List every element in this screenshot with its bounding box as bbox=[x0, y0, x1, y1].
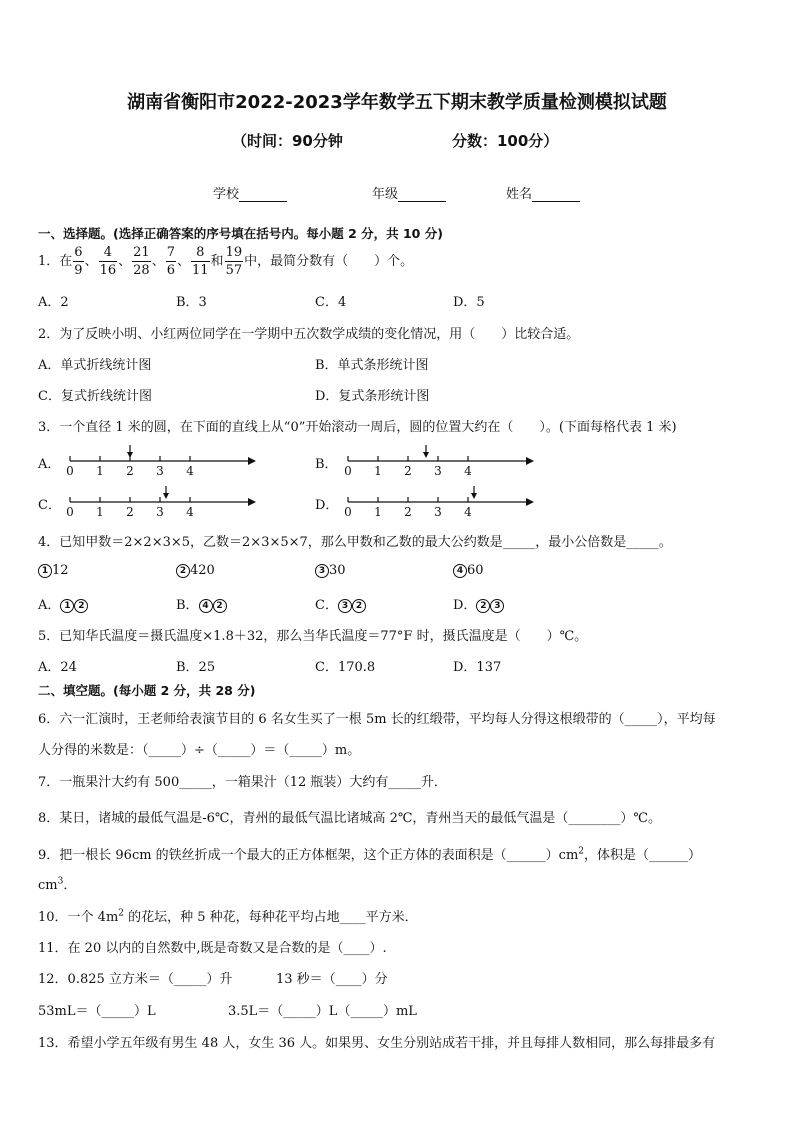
q2-option-a[interactable]: A．单式折线统计图 bbox=[38, 358, 152, 373]
circled-number: 2 bbox=[352, 599, 366, 613]
separator: 、 bbox=[118, 254, 132, 269]
grade-field bbox=[372, 183, 446, 202]
q5-option-d[interactable]: D．137 bbox=[453, 660, 502, 675]
tick-label: 1 bbox=[374, 464, 382, 478]
denominator: 28 bbox=[133, 263, 150, 278]
axis-arrowhead bbox=[526, 498, 534, 506]
circled-number: 3 bbox=[315, 564, 329, 578]
name-blank[interactable] bbox=[532, 187, 580, 202]
tick-label: 1 bbox=[374, 505, 382, 519]
q4-choice-3 bbox=[315, 563, 346, 578]
name-field bbox=[506, 183, 580, 202]
q4-choice-4 bbox=[453, 563, 484, 578]
fraction bbox=[191, 246, 210, 277]
circled-number: 3 bbox=[338, 599, 352, 613]
circled-number: 2 bbox=[176, 564, 190, 578]
q1-option-d[interactable]: D．5 bbox=[453, 295, 485, 310]
tick-label: 2 bbox=[126, 464, 134, 478]
axis-arrowhead bbox=[526, 457, 534, 465]
q4-choice-2 bbox=[176, 563, 215, 578]
school-blank[interactable] bbox=[239, 187, 287, 202]
page-title: 湖南省衡阳市2022-2023学年数学五下期末教学质量检测模拟试题 bbox=[127, 92, 667, 113]
denominator: 57 bbox=[225, 263, 243, 278]
section-fill-title: 二、填空题。(每小题 2 分，共 28 分) bbox=[38, 683, 256, 698]
q9-unit: cm bbox=[38, 878, 58, 893]
tick-label: 0 bbox=[66, 464, 74, 478]
circled-number: 2 bbox=[476, 599, 490, 613]
circled-number: 1 bbox=[60, 599, 74, 613]
number-line-d bbox=[338, 483, 538, 519]
q3-option-b-label[interactable]: B． bbox=[315, 457, 338, 472]
q5-option-b[interactable]: B．25 bbox=[176, 660, 216, 675]
denominator: 11 bbox=[192, 263, 209, 278]
q9-text-2: ，体积是（______） bbox=[584, 848, 702, 863]
question-9-line-2 bbox=[38, 874, 76, 893]
numerator: 21 bbox=[133, 245, 150, 260]
position-arrowhead bbox=[163, 493, 169, 499]
circled-number: 2 bbox=[213, 599, 227, 613]
q4-choice-1 bbox=[38, 563, 69, 578]
tick-label: 3 bbox=[156, 464, 164, 478]
q4-option-c[interactable] bbox=[315, 594, 366, 613]
q1-option-b[interactable]: B．3 bbox=[176, 295, 207, 310]
section-choice-title: 一、选择题。(选择正确答案的序号填在括号内。每小题 2 分，共 10 分) bbox=[38, 226, 443, 241]
tick-label: 2 bbox=[126, 505, 134, 519]
school-label: 学校 bbox=[213, 187, 240, 202]
question-11: 11．在 20 以内的自然数中,既是奇数又是合数的是（____）. bbox=[38, 941, 387, 956]
question-13: 13．希望小学五年级有男生 48 人，女生 36 人。如果男、女生分别站成若干排，并且每排人数相同，那么每排最多有 bbox=[38, 1036, 716, 1051]
grade-label: 年级 bbox=[372, 187, 399, 202]
tick-label: 2 bbox=[404, 464, 412, 478]
question-12-part-2: 13 秒＝（____）分 bbox=[276, 972, 388, 987]
numerator: 4 bbox=[103, 245, 112, 260]
q5-option-a[interactable]: A．24 bbox=[38, 660, 77, 675]
tick-label: 0 bbox=[344, 505, 352, 519]
choice-value: 420 bbox=[190, 563, 215, 578]
q2-option-b[interactable]: B．单式条形统计图 bbox=[315, 358, 429, 373]
tick-label: 3 bbox=[434, 505, 442, 519]
numerator: 8 bbox=[196, 245, 205, 260]
q1-option-a[interactable]: A．2 bbox=[38, 295, 69, 310]
circled-number: 4 bbox=[453, 564, 467, 578]
tick-label: 1 bbox=[96, 464, 104, 478]
question-3: 3．一个直径 1 米的圆，在下面的直线上从“0”开始滚动一周后，圆的位置大约在（ ）。(下面每格代表 1 米) bbox=[38, 420, 677, 435]
tick-label: 3 bbox=[156, 505, 164, 519]
tick-label: 2 bbox=[404, 505, 412, 519]
fraction bbox=[99, 246, 118, 277]
denominator: 6 bbox=[166, 263, 175, 278]
q9-text: 9．把一根长 96cm 的铁丝折成一个最大的正方体框架，这个正方体的表面积是（______）cm bbox=[38, 848, 579, 863]
q2-option-d[interactable]: D．复式条形统计图 bbox=[315, 389, 430, 404]
exam-time: （时间：90分钟 bbox=[232, 132, 343, 150]
tick-label: 4 bbox=[464, 505, 472, 519]
question-4: 4．已知甲数＝2×2×3×5，乙数＝2×3×5×7，那么甲数和乙数的最大公约数是_____，最小公倍数是_____。 bbox=[38, 535, 672, 550]
circled-number: 1 bbox=[38, 564, 52, 578]
option-letter: B． bbox=[176, 598, 199, 613]
q5-option-c[interactable]: C．170.8 bbox=[315, 660, 376, 675]
circled-number: 2 bbox=[74, 599, 88, 613]
separator: 、 bbox=[151, 254, 165, 269]
tick-label: 3 bbox=[434, 464, 442, 478]
fraction bbox=[73, 246, 83, 277]
exam-score: 分数：100分） bbox=[452, 132, 559, 150]
fraction bbox=[166, 246, 176, 277]
tick-label: 4 bbox=[186, 505, 194, 519]
school-field bbox=[213, 183, 287, 202]
question-12-part-1: 12．0.825 立方米＝（_____）升 bbox=[38, 972, 233, 987]
separator: 、 bbox=[176, 254, 190, 269]
question-6-line-1: 6．六一汇演时，王老师给表演节目的 6 名女生买了一根 5m 长的红缎带，平均每人分得这根缎带的（_____），平均每 bbox=[38, 712, 716, 727]
question-6-line-2: 人分得的米数是：（_____）÷（_____）＝（_____）m。 bbox=[38, 743, 361, 758]
q1-tail: 中，最简分数有（ ）个。 bbox=[244, 254, 414, 269]
circled-number: 4 bbox=[199, 599, 213, 613]
q1-num: 1．在 bbox=[38, 254, 73, 269]
separator: 、 bbox=[84, 254, 98, 269]
question-5: 5．已知华氏温度＝摄氏温度×1.8＋32，那么当华氏温度＝77°F 时，摄氏温度是（ ）℃。 bbox=[38, 629, 588, 644]
number-line-b bbox=[338, 442, 538, 478]
question-7: 7．一瓶果汁大约有 500_____，一箱果汁（12 瓶装）大约有_____升． bbox=[38, 775, 447, 790]
question-1 bbox=[38, 246, 413, 277]
question-8: 8．某日，诸城的最低气温是-6℃，青州的最低气温比诸城高 2℃，青州当天的最低气温是（________）℃。 bbox=[38, 811, 661, 826]
option-letter: A． bbox=[38, 598, 61, 613]
fraction bbox=[225, 246, 244, 277]
tick-label: 4 bbox=[464, 464, 472, 478]
numerator: 6 bbox=[74, 245, 83, 260]
q3-option-d-label[interactable]: D． bbox=[315, 498, 339, 513]
number-line-c bbox=[60, 483, 260, 519]
position-arrowhead bbox=[471, 493, 477, 499]
question-12-part-4: 3.5L＝（_____）L（_____）mL bbox=[228, 1004, 417, 1019]
q9-tail: ． bbox=[63, 878, 77, 893]
tick-label: 0 bbox=[344, 464, 352, 478]
q3-option-c-label[interactable]: C． bbox=[38, 498, 61, 513]
q2-option-c[interactable]: C．复式折线统计图 bbox=[38, 389, 152, 404]
q3-option-a-label[interactable]: A． bbox=[38, 457, 61, 472]
tick-label: 1 bbox=[96, 505, 104, 519]
denominator: 16 bbox=[99, 263, 117, 278]
question-10 bbox=[38, 906, 418, 925]
question-2: 2．为了反映小明、小红两位同学在一学期中五次数学成绩的变化情况，用（ ）比较合适。 bbox=[38, 327, 580, 342]
q10-text-2: 的花坛，种 5 种花，每种花平均占地____平方米． bbox=[124, 910, 418, 925]
q4-option-a[interactable] bbox=[38, 594, 88, 613]
option-letter: C． bbox=[315, 598, 338, 613]
q9-sup: 2 bbox=[578, 846, 585, 857]
question-12-part-3: 53mL＝（_____）L bbox=[38, 1004, 156, 1019]
q4-option-d[interactable] bbox=[453, 594, 504, 613]
position-arrowhead bbox=[423, 452, 429, 458]
name-label: 姓名 bbox=[506, 187, 533, 202]
question-9-line-1 bbox=[38, 844, 701, 863]
fraction bbox=[132, 246, 151, 277]
q10-text: 10．一个 4m bbox=[38, 910, 119, 925]
choice-value: 12 bbox=[52, 563, 69, 578]
and-word: 和 bbox=[210, 254, 224, 269]
option-letter: D． bbox=[453, 598, 477, 613]
tick-label: 4 bbox=[186, 464, 194, 478]
axis-arrowhead bbox=[248, 457, 256, 465]
q10-sup: 2 bbox=[118, 908, 125, 919]
numerator: 19 bbox=[225, 245, 243, 260]
circled-number: 3 bbox=[490, 599, 504, 613]
axis-arrowhead bbox=[248, 498, 256, 506]
q4-option-b[interactable] bbox=[176, 594, 227, 613]
choice-value: 30 bbox=[329, 563, 346, 578]
position-arrowhead bbox=[127, 452, 133, 458]
tick-label: 0 bbox=[66, 505, 74, 519]
grade-blank[interactable] bbox=[398, 187, 446, 202]
q1-option-c[interactable]: C．4 bbox=[315, 295, 347, 310]
denominator: 9 bbox=[74, 263, 83, 278]
numerator: 7 bbox=[166, 245, 175, 260]
q9-unit-sup: 3 bbox=[57, 876, 64, 887]
number-line-a bbox=[60, 442, 260, 478]
choice-value: 60 bbox=[467, 563, 484, 578]
